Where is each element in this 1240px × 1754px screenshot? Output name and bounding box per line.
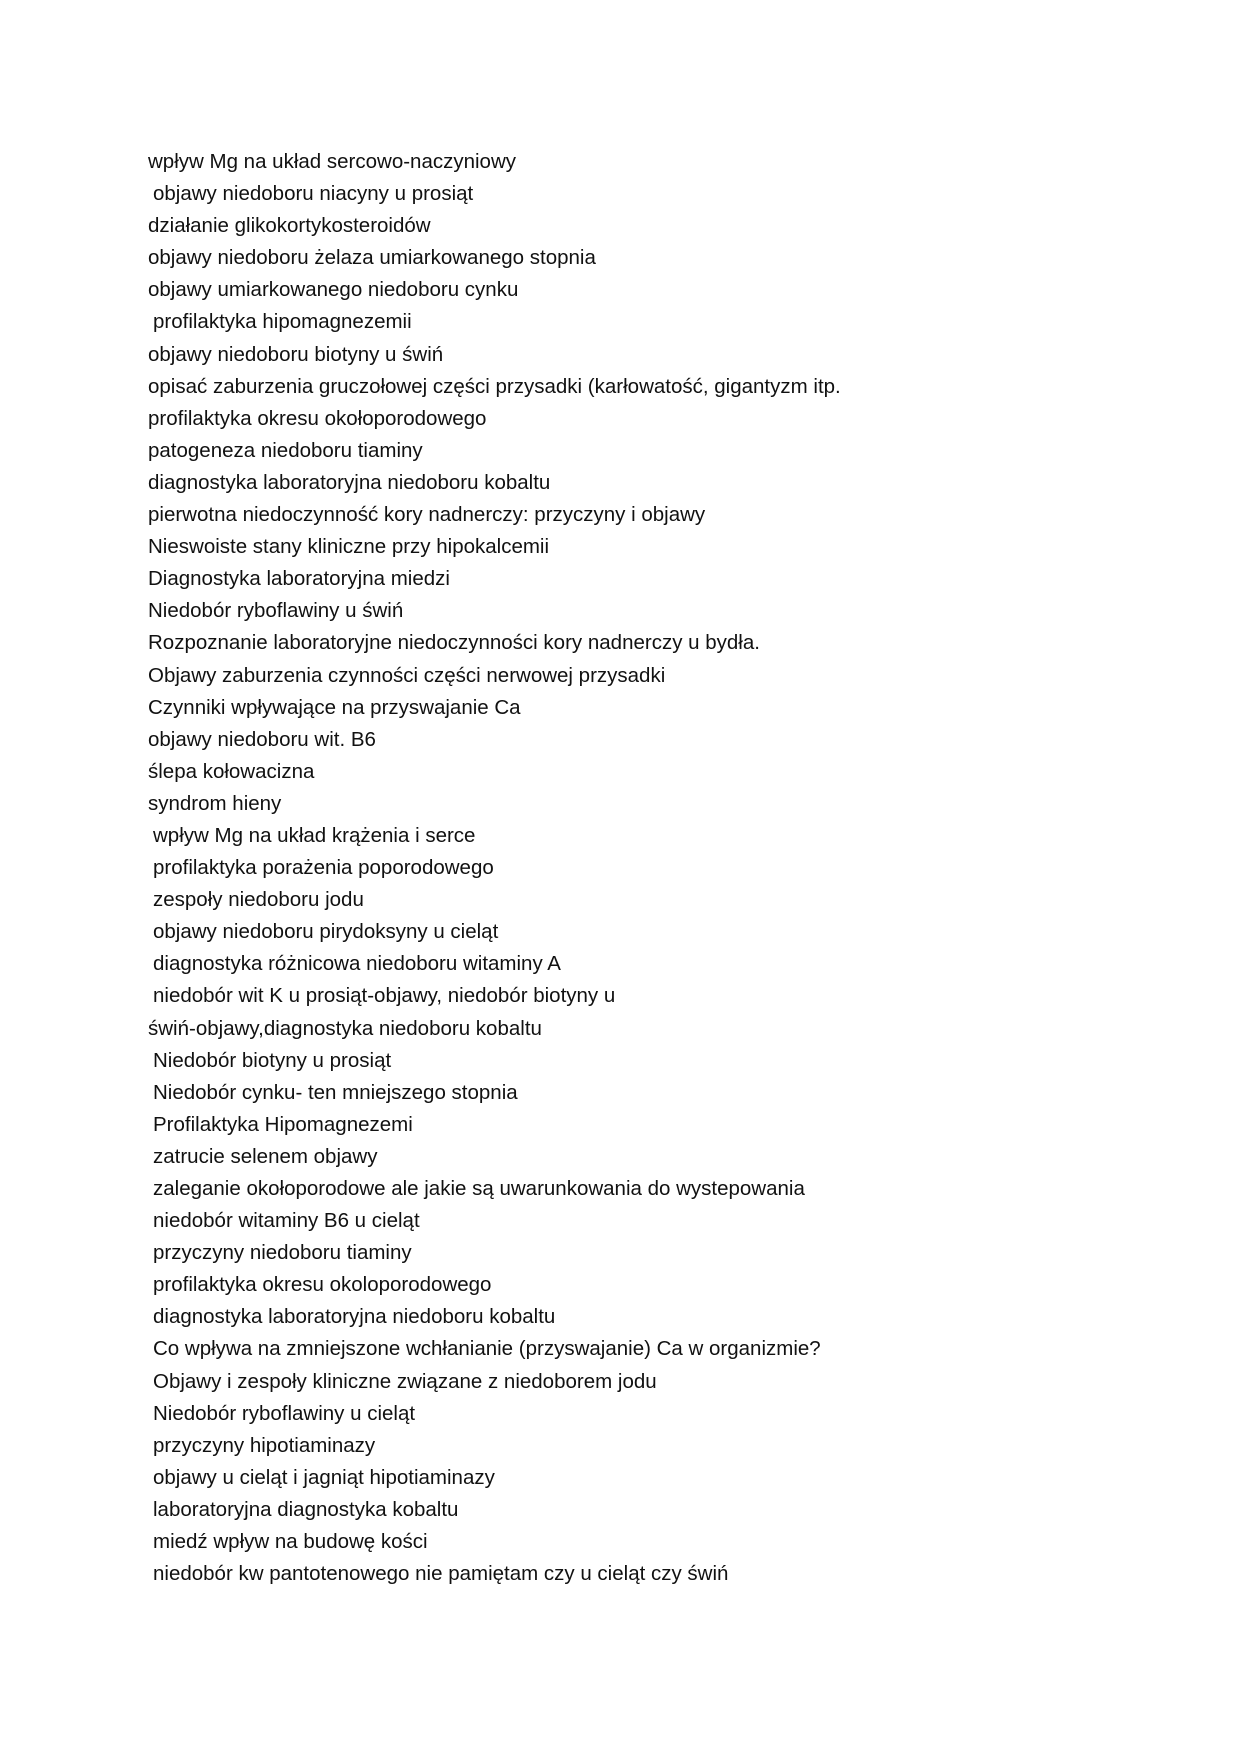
text-line: syndrom hieny [148, 791, 282, 815]
text-line: zatrucie selenem objawy [153, 1144, 378, 1168]
text-line: Objawy i zespoły kliniczne związane z niedoborem jodu [153, 1369, 657, 1393]
text-line: Profilaktyka Hipomagnezemi [153, 1112, 413, 1136]
text-line: niedobór wit K u prosiąt-objawy, niedobór biotyny u [153, 984, 616, 1008]
text-line: niedobór witaminy B6 u cieląt [153, 1209, 420, 1233]
text-line: patogeneza niedoboru tiaminy [148, 438, 423, 462]
text-line: objawy niedoboru biotyny u świń [148, 342, 444, 366]
text-line: objawy niedoboru pirydoksyny u cieląt [153, 920, 499, 944]
text-line: laboratoryjna diagnostyka kobaltu [153, 1497, 459, 1521]
text-line: Niedobór ryboflawiny u świń [148, 599, 404, 623]
text-line: diagnostyka laboratoryjna niedoboru kobaltu [153, 1305, 556, 1329]
text-line: profilaktyka porażenia poporodowego [153, 856, 494, 880]
text-line: wpływ Mg na układ sercowo-naczyniowy [148, 150, 517, 173]
text-line: objawy u cieląt i jagniąt hipotiaminazy [153, 1465, 495, 1489]
text-line: Niedobór biotyny u prosiąt [153, 1048, 392, 1072]
text-line: zaleganie okołoporodowe ale jakie są uwarunkowania do wystepowania [153, 1177, 805, 1200]
text-line: objawy niedoboru żelaza umiarkowanego stopnia [148, 246, 596, 270]
text-line: objawy niedoboru wit. B6 [148, 727, 376, 751]
text-line: Objawy zaburzenia czynności części nerwowej przysadki [148, 663, 666, 687]
question-list [148, 146, 1148, 1590]
text-line: działanie glikokortykosteroidów [148, 214, 431, 238]
text-line: objawy umiarkowanego niedoboru cynku [148, 278, 519, 302]
text-line: Rozpoznanie laboratoryjne niedoczynności kory nadnerczy u bydła. [148, 631, 760, 655]
text-line: zespoły niedoboru jodu [153, 888, 364, 912]
text-line: Niedobór ryboflawiny u cieląt [153, 1401, 416, 1425]
text-line: pierwotna niedoczynność kory nadnerczy: przyczyny i objawy [148, 503, 706, 527]
text-line: Niedobór cynku- ten mniejszego stopnia [153, 1080, 518, 1104]
text-line: świń-objawy,diagnostyka niedoboru kobaltu [148, 1016, 542, 1040]
text-line: przyczyny niedoboru tiaminy [153, 1241, 412, 1265]
text-line: Diagnostyka laboratoryjna miedzi [148, 567, 450, 591]
text-line: profilaktyka hipomagnezemii [153, 310, 412, 334]
text-line: diagnostyka różnicowa niedoboru witaminy A [153, 952, 561, 976]
text-line: miedź wpływ na budowę kości [153, 1530, 428, 1554]
text-line: profilaktyka okresu okoloporodowego [153, 1273, 492, 1297]
text-line: diagnostyka laboratoryjna niedoboru kobaltu [148, 470, 551, 494]
text-line: Czynniki wpływające na przyswajanie Ca [148, 695, 521, 719]
text-line: ślepa kołowacizna [148, 759, 315, 783]
text-line: Co wpływa na zmniejszone wchłanianie (przyswajanie) Ca w organizmie? [153, 1337, 821, 1361]
text-line: wpływ Mg na układ krążenia i serce [153, 823, 476, 847]
text-line: niedobór kw pantotenowego nie pamiętam czy u cieląt czy świń [153, 1562, 729, 1586]
text-line: Nieswoiste stany kliniczne przy hipokalcemii [148, 535, 550, 559]
text-line: profilaktyka okresu okołoporodowego [148, 406, 487, 430]
text-line: objawy niedoboru niacyny u prosiąt [153, 182, 474, 206]
text-line: opisać zaburzenia gruczołowej części przysadki (karłowatość, gigantyzm itp. [148, 374, 841, 398]
text-line: przyczyny hipotiaminazy [153, 1433, 376, 1457]
